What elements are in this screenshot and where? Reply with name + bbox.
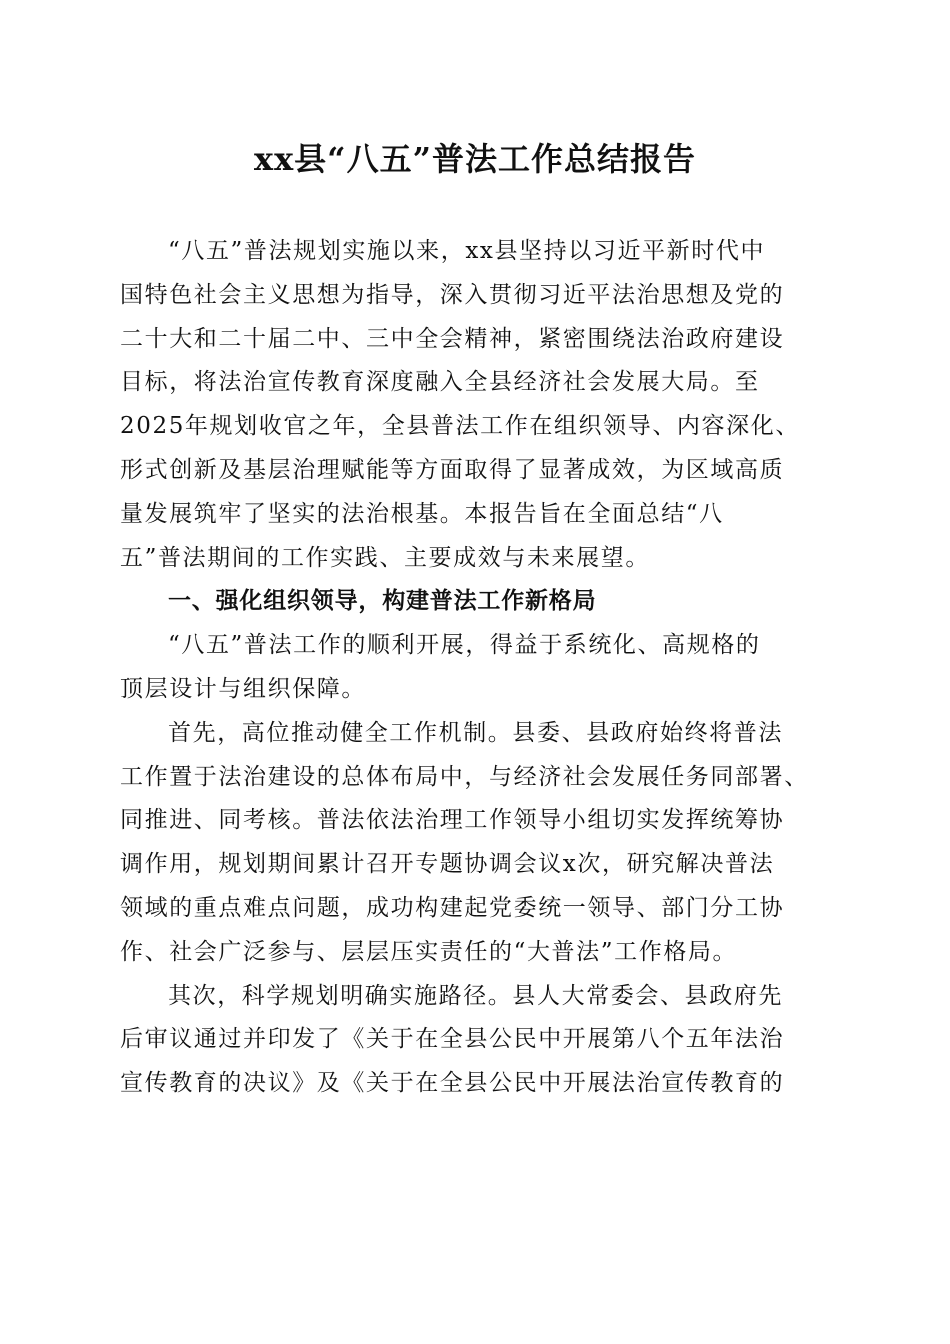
- paragraph-line: 调作用，规划期间累计召开专题协调会议x次，研究解决普法: [120, 851, 775, 878]
- paragraph-line: 国特色社会主义思想为指导，深入贯彻习近平法治思想及党的: [120, 281, 785, 308]
- paragraph-line: “八五”普法工作的顺利开展，得益于系统化、高规格的: [168, 632, 761, 659]
- paragraph-line: 量发展筑牢了坚实的法治根基。本报告旨在全面总结“八: [120, 500, 724, 527]
- paragraph-line: 2025年规划收官之年，全县普法工作在组织领导、内容深化、: [120, 413, 800, 440]
- paragraph-line: 形式创新及基层治理赋能等方面取得了显著成效，为区域高质: [120, 456, 785, 483]
- paragraph-line: 其次，科学规划明确实施路径。县人大常委会、县政府先: [168, 982, 783, 1009]
- section-heading: 一、强化组织领导，构建普法工作新格局: [168, 588, 597, 615]
- paragraph-line: 五”普法期间的工作实践、主要成效与未来展望。: [120, 544, 650, 571]
- paragraph-line: “八五”普法规划实施以来，xx县坚持以习近平新时代中: [168, 238, 766, 264]
- paragraph-line: 宣传教育的决议》及《关于在全县公民中开展法治宣传教育的: [120, 1070, 785, 1097]
- paragraph-line: 二十大和二十届二中、三中全会精神，紧密围绕法治政府建设: [120, 325, 785, 352]
- paragraph-line: 目标，将法治宣传教育深度融入全县经济社会发展大局。至: [120, 369, 760, 396]
- paragraph-line: 工作置于法治建设的总体布局中，与经济社会发展任务同部署、: [120, 763, 809, 790]
- document-title: xx县“八五”普法工作总结报告: [254, 140, 696, 178]
- document-body: [120, 230, 840, 1106]
- paragraph-line: 作、社会广泛参与、层层压实责任的“大普法”工作格局。: [120, 938, 738, 965]
- paragraph-line: 首先，高位推动健全工作机制。县委、县政府始终将普法: [168, 719, 783, 746]
- paragraph-line: 领域的重点难点问题，成功构建起党委统一领导、部门分工协: [120, 894, 785, 921]
- paragraph-line: 后审议通过并印发了《关于在全县公民中开展第八个五年法治: [120, 1026, 785, 1053]
- paragraph-line: 同推进、同考核。普法依法治理工作领导小组切实发挥统筹协: [120, 807, 785, 834]
- paragraph-line: 顶层设计与组织保障。: [120, 675, 366, 702]
